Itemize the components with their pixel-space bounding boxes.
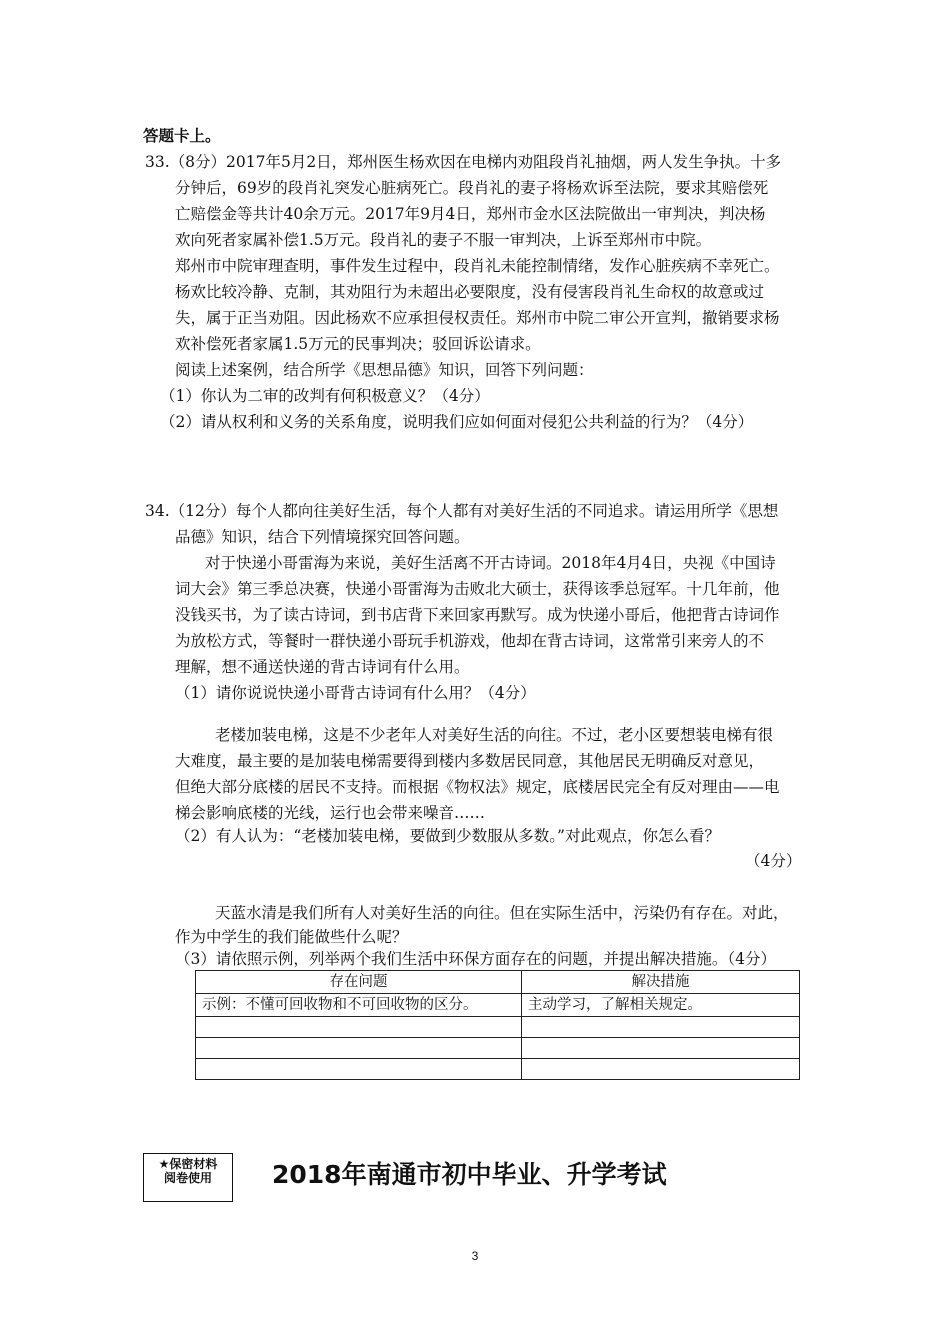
- table-header-cell: 存在问题: [196, 971, 522, 994]
- table-cell-empty: [522, 1017, 800, 1038]
- stamp-line-1: ★保密材料: [158, 1157, 218, 1171]
- q34-line: 品德》知识，结合下列情境探究回答问题。: [175, 528, 470, 546]
- q34-line: 天蓝水清是我们所有人对美好生活的向往。但在实际生活中，污染仍有存在。对此，: [215, 904, 789, 922]
- q34-subquestion-2-score: （4分）: [745, 852, 802, 870]
- q34-line: 梯会影响底楼的光线，运行也会带来噪音……: [175, 804, 486, 822]
- q33-line: 分钟后，69岁的段肖礼突发心脏病死亡。段肖礼的妻子将杨欢诉至法院，要求其赔偿死: [175, 179, 769, 197]
- q33-subquestion-1: （1）你认为二审的改判有何积极意义？（4分）: [160, 387, 490, 405]
- q34-line: 但绝大部分底楼的居民不支持。而根据《物权法》规定，底楼居民完全有反对理由——电: [175, 778, 780, 796]
- q33-line: 33.（8分）2017年5月2日，郑州医生杨欢因在电梯内劝阻段肖礼抽烟，两人发生争执。十多: [145, 153, 782, 171]
- confidential-stamp: [143, 1153, 233, 1202]
- q34-line: 为放松方式，等餐时一群快递小哥玩手机游戏，他却在背古诗词，这常常引来旁人的不: [175, 632, 765, 650]
- table-cell-empty: [522, 1059, 800, 1080]
- stamp-line-2: 阅卷使用: [163, 1171, 212, 1185]
- q34-line: 大难度，最主要的是加装电梯需要得到楼内多数居民同意，其他居民无明确反对意见，: [175, 752, 765, 770]
- q33-line: 杨欢比较冷静、克制，其劝阻行为未超出必要限度，没有侵害段肖礼生命权的故意或过: [175, 283, 765, 301]
- exam-title: 2018年南通市初中毕业、升学考试: [272, 1160, 667, 1189]
- q34-line: 对于快递小哥雷海为来说，美好生活离不开古诗词。2018年4月4日，央视《中国诗: [205, 554, 776, 572]
- q34-line: 作为中学生的我们能做些什么呢？: [175, 928, 408, 946]
- table-row: [196, 1038, 800, 1059]
- table-row: [196, 1059, 800, 1080]
- table-cell: 示例：不懂可回收物和不可回收物的区分。: [196, 994, 522, 1017]
- table-cell-empty: [522, 1038, 800, 1059]
- q34-subquestion-3: （3）请依照示例，列举两个我们生活中环保方面存在的问题，并提出解决措施。（4分）: [175, 950, 776, 968]
- q33-line: 郑州市中院审理查明，事件发生过程中，段肖礼未能控制情绪，发作心脏疾病不幸死亡。: [175, 257, 780, 275]
- table-row: [196, 1017, 800, 1038]
- q34-line: 理解，想不通送快递的背古诗词有什么用。: [175, 658, 470, 676]
- answer-table: [195, 970, 800, 1080]
- table-header-row: [196, 971, 800, 994]
- q33-subquestion-2: （2）请从权利和义务的关系角度，说明我们应如何面对侵犯公共利益的行为？（4分）: [160, 413, 754, 431]
- q34-subquestion-1: （1）请你说说快递小哥背古诗词有什么用？（4分）: [175, 684, 536, 702]
- table-row: [196, 994, 800, 1017]
- q33-line: 欢向死者家属补偿1.5万元。段肖礼的妻子不服一审判决，上诉至郑州市中院。: [175, 231, 712, 249]
- table-cell-empty: [196, 1017, 522, 1038]
- q34-subquestion-2: （2）有人认为：“老楼加装电梯，要做到少数服从多数。”对此观点，你怎么看？: [175, 827, 720, 845]
- q34-line: 34.（12分）每个人都向往美好生活，每个人都有对美好生活的不同追求。请运用所学《思想: [145, 502, 779, 520]
- table-cell-empty: [196, 1059, 522, 1080]
- q33-line: 失，属于正当劝阻。因此杨欢不应承担侵权责任。郑州市中院二审公开宣判，撤销要求杨: [175, 309, 780, 327]
- q33-instruction: 阅读上述案例，结合所学《思想品德》知识，回答下列问题：: [175, 361, 594, 379]
- q34-line: 没钱买书，为了读古诗词，到书店背下来回家再默写。成为快递小哥后，他把背古诗词作: [175, 606, 780, 624]
- table-cell: 主动学习，了解相关规定。: [522, 994, 800, 1017]
- q34-line: 老楼加装电梯，这是不少老年人对美好生活的向往。不过，老小区要想装电梯有很: [215, 726, 774, 744]
- q33-line: 欢补偿死者家属1.5万元的民事判决；驳回诉讼请求。: [175, 335, 541, 353]
- table-header-cell: 解决措施: [522, 971, 800, 994]
- continued-header: 答题卡上。: [143, 127, 221, 145]
- table-cell-empty: [196, 1038, 522, 1059]
- page-number: 3: [471, 1249, 479, 1263]
- q34-line: 词大会》第三季总决赛，快递小哥雷海为击败北大硕士，获得该季总冠军。十几年前，他: [175, 580, 780, 598]
- q33-line: 亡赔偿金等共计40余万元。2017年9月4日，郑州市金水区法院做出一审判决，判决杨: [175, 205, 766, 223]
